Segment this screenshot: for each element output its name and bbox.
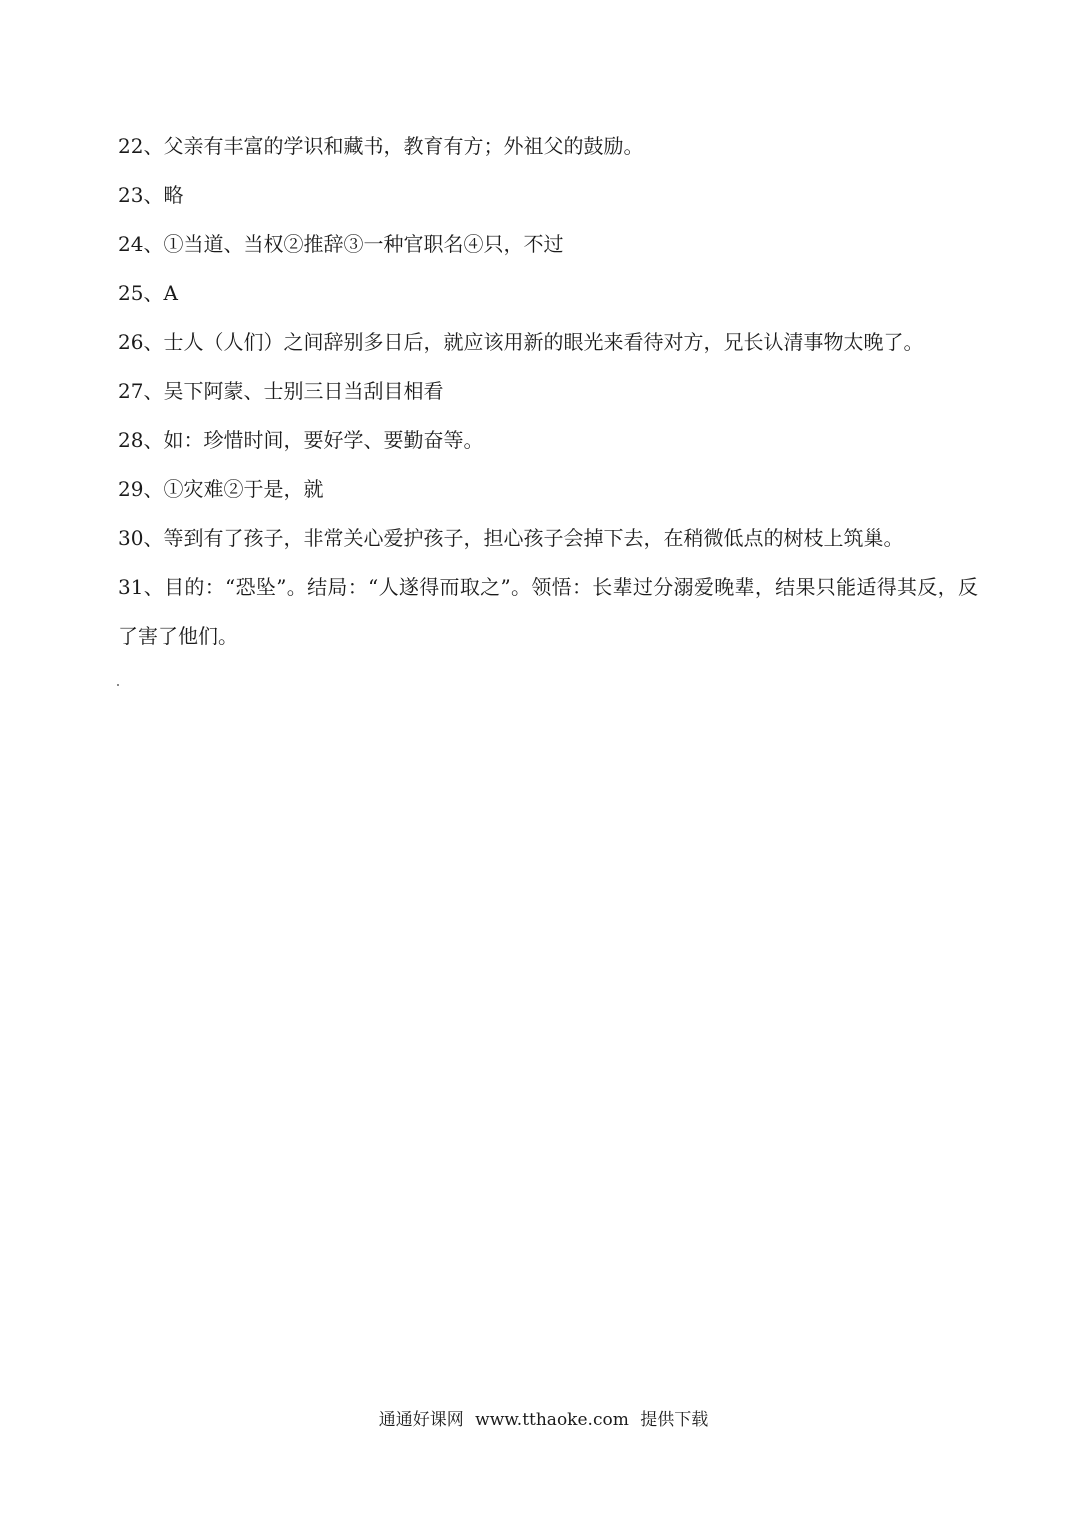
answer-30 [118,514,978,563]
answer-number: 29、 [118,477,164,501]
answer-text: 吴下阿蒙、士别三日当刮目相看 [163,379,444,403]
answer-25 [118,269,978,318]
answer-27 [118,367,978,416]
answer-number: 31、 [118,575,165,599]
page-footer [0,1406,1087,1434]
answer-number: 25、 [118,281,164,305]
answer-28 [118,416,978,465]
answer-text: A [163,281,178,305]
answer-text: 如：珍惜时间，要好学、要勤奋等。 [163,428,484,452]
answer-number: 22、 [118,134,164,158]
answer-23 [118,171,978,220]
footer-suffix: 提供下载 [640,1410,709,1430]
answer-text: 略 [163,183,184,207]
answer-number: 30、 [118,526,164,550]
answer-number: 24、 [118,232,164,256]
footer-site-name: 通通好课网 [378,1410,464,1430]
answer-number: 27、 [118,379,164,403]
answer-24 [118,220,978,269]
answer-number: 28、 [118,428,164,452]
answer-text: ①灾难②于是，就 [163,477,324,501]
answer-list [118,122,978,661]
answer-text: ①当道、当权②推辞③一种官职名④只，不过 [163,232,564,256]
answer-31 [118,563,978,661]
answer-number: 23、 [118,183,164,207]
answer-text: 士人（人们）之间辞别多日后，就应该用新的眼光来看待对方，兄长认清事物太晚了。 [163,330,924,354]
answer-26 [118,318,978,367]
footer-url: www.tthaoke.com [475,1410,629,1430]
answer-29 [118,465,978,514]
answer-number: 26、 [118,330,164,354]
answer-text: 目的：“恐坠”。结局：“人遂得而取之”。领悟：长辈过分溺爱晚辈，结果只能适得其反，反了害了他们。 [118,575,978,648]
answer-text: 父亲有丰富的学识和藏书，教育有方；外祖父的鼓励。 [163,134,644,158]
answer-text: 等到有了孩子，非常关心爱护孩子，担心孩子会掉下去，在稍微低点的树枝上筑巢。 [163,526,904,550]
stray-mark [117,684,119,686]
answer-22 [118,122,978,171]
